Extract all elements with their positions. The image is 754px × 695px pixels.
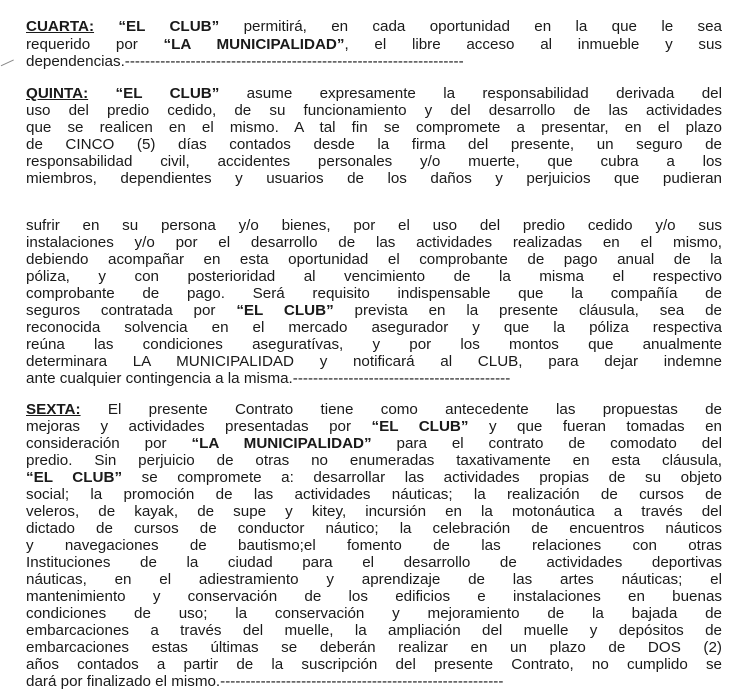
margin-pen-mark	[1, 59, 17, 73]
quinta-line-1: QUINTA: “EL CLUB” asume expresamente la responsabilidad derivada del	[26, 85, 722, 102]
continuation-line-6: seguros contratada por “EL CLUB” prevista en la presente cláusula, sea de	[26, 302, 722, 319]
sexta-line-5: “EL CLUB” se compromete a: desarrollar las actividades propias de su objeto	[26, 469, 722, 486]
sexta-line-4: predio. Sin perjuicio de otras no enumeradas taxativamente en esta cláusula,	[26, 452, 722, 469]
quinta-line-4: de CINCO (5) días contados desde la firma del presente, un seguro de	[26, 136, 722, 153]
cuarta-label: CUARTA:	[26, 18, 95, 35]
sexta-label: SEXTA:	[26, 401, 81, 418]
continuation-line-3: debiendo acompañar en esta oportunidad el comprobante de pago anual de la	[26, 251, 722, 268]
cuarta-line-1: CUARTA: “EL CLUB” permitirá, en cada oportunidad en la que le sea	[26, 18, 722, 35]
quinta-label: QUINTA:	[26, 85, 89, 102]
sexta-line-8: dictado de cursos de conductor náutico; la celebración de encuentros náuticos	[26, 520, 722, 537]
continuation-line-9: determinara LA MUNICIPALIDAD y notificará al CLUB, para dejar indemne	[26, 353, 722, 370]
continuation-line-8: reúna las condiciones aseguratívas, y por los montos que anualmente	[26, 336, 722, 353]
sexta-line-14: embarcaciones a través del muelle, la ampliación del muelle y depósitos de	[26, 622, 722, 639]
continuation-line-7: reconocida solvencia en el mercado asegurador y que la póliza respectiva	[26, 319, 722, 336]
sexta-line-2: mejoras y actividades presentadas por “EL CLUB” y que fueran tomadas en	[26, 418, 722, 435]
sexta-line-9: y navegaciones de bautismo;el fomento de las relaciones con otras	[26, 537, 722, 554]
quinta-line-5: responsabilidad civil, accidentes personales y/o muerte, que cubra a los	[26, 153, 722, 170]
cuarta-line-2: requerido por “LA MUNICIPALIDAD”, el libre acceso al inmueble y sus	[26, 36, 723, 53]
continuation-line-10: ante cualquier contingencia a la misma.-------------------------------------------	[26, 370, 511, 387]
continuation-line-4: póliza, y con posterioridad al vencimiento de la misma el respectivo	[26, 268, 722, 285]
continuation-line-5: comprobante de pago. Será requisito indispensable que la compañía de	[26, 285, 722, 302]
sexta-line-11: náuticas, en el adiestramiento y aprendizaje de las artes náuticas; el	[26, 571, 722, 588]
cuarta-line-3: dependencias.-------------------------------------------------------------------	[26, 53, 464, 70]
sexta-line-13: condiciones de uso; la conservación y mejoramiento de la bajada de	[26, 605, 722, 622]
continuation-line-1: sufrir en su persona y/o bienes, por el uso del predio cedido y/o sus	[26, 217, 722, 234]
sexta-line-3: consideración por “LA MUNICIPALIDAD” para el contrato de comodato del	[26, 435, 722, 452]
quinta-line-6: miembros, dependientes y usuarios de los daños y perjuicios que pudieran	[26, 170, 722, 187]
sexta-line-1: SEXTA: El presente Contrato tiene como antecedente las propuestas de	[26, 401, 722, 418]
continuation-line-2: instalaciones y/o por el desarrollo de las actividades realizadas en el mismo,	[26, 234, 722, 251]
sexta-line-12: mantenimiento y conservación de los edificios e instalaciones en buenas	[26, 588, 722, 605]
quinta-line-3: que se realicen en el mismo. A tal fin se compromete a presentar, en el plazo	[26, 119, 722, 136]
sexta-line-15: embarcaciones estas últimas se deberán realizar en un plazo de DOS (2)	[26, 639, 722, 656]
sexta-line-10: Instituciones de la ciudad para el desarrollo de actividades deportivas	[26, 554, 722, 571]
quinta-line-2: uso del predio cedido, de su funcionamiento y del desarrollo de las actividades	[26, 102, 722, 119]
sexta-line-17: dará por finalizado el mismo.--------------------------------------------------------	[26, 673, 504, 690]
sexta-line-16: años contados a partir de la suscripción del presente Contrato, no cumplido se	[26, 656, 722, 673]
sexta-line-7: veleros, de kayak, de supe y kitey, incursión en la motonáutica a través del	[26, 503, 722, 520]
sexta-line-6: social; la promoción de las actividades náuticas; la realización de cursos de	[26, 486, 722, 503]
